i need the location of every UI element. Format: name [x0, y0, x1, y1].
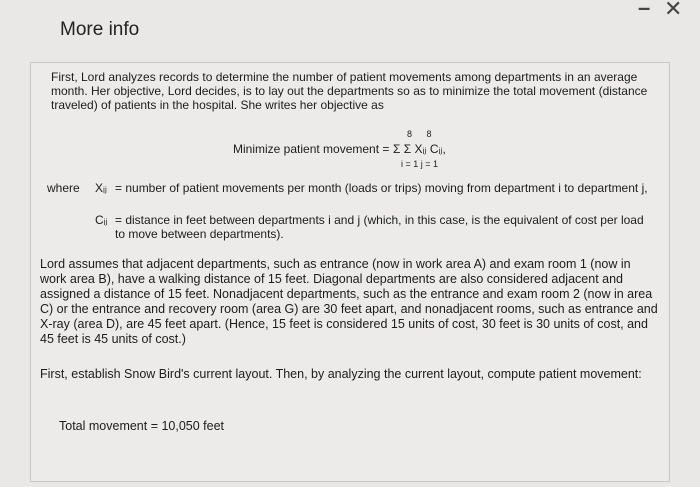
xij-symbol: Xᵢⱼ: [95, 181, 107, 195]
cij-symbol: Cᵢⱼ: [95, 213, 108, 227]
where-label: where: [47, 181, 80, 195]
total-movement: Total movement = 10,050 feet: [59, 419, 225, 433]
formula-upper-limits: 8 8: [407, 129, 438, 139]
intro-paragraph: First, Lord analyzes records to determine the number of patient movements among departments in an average month. Her objective, Lord decides, is to lay out the departments so as to minimize the total movement (distance traveled) of patients in the hospital. She writes her objective as: [51, 70, 648, 112]
dialog-title: More info: [60, 19, 140, 40]
assumption-paragraph: Lord assumes that adjacent departments, such as entrance (now in work area A) and exam room 1 (now in work area B), have a walking distance of 15 feet. Diagonal departments are also considered adjacent and assigned a distance of 15 feet. Nonadjacent departments, such as the entrance and exam room 2 (now in area C) or the entrance and recovery room (area G) are 30 feet apart, and nonadjacent rooms, such as entrance and X-ray (area D), are 45 feet apart. (Hence, 15 feet is considered 15 units of cost, 30 feet is 30 units of cost, and 45 feet is 45 units of cost.): [40, 257, 658, 346]
objective-formula: [233, 127, 653, 177]
cij-definition: = distance in feet between departments i and j (which, in this case, is the equivalent of cost per load to move between departments).: [115, 213, 644, 241]
minimize-button[interactable]: –: [638, 0, 651, 20]
xij-definition: = number of patient movements per month (loads or trips) moving from department i to department j,: [115, 181, 648, 195]
formula-lower-limits: i = 1 j = 1: [401, 159, 439, 169]
formula-label: Minimize patient movement =: [233, 142, 390, 156]
info-panel: [30, 62, 670, 482]
instruction-paragraph: First, establish Snow Bird's current layout. Then, by analyzing the current layout, compute patient movement:: [40, 367, 642, 381]
close-button[interactable]: ✕: [664, 0, 683, 21]
formula-expression: Σ Σ Xᵢⱼ Cᵢⱼ,: [393, 142, 446, 156]
